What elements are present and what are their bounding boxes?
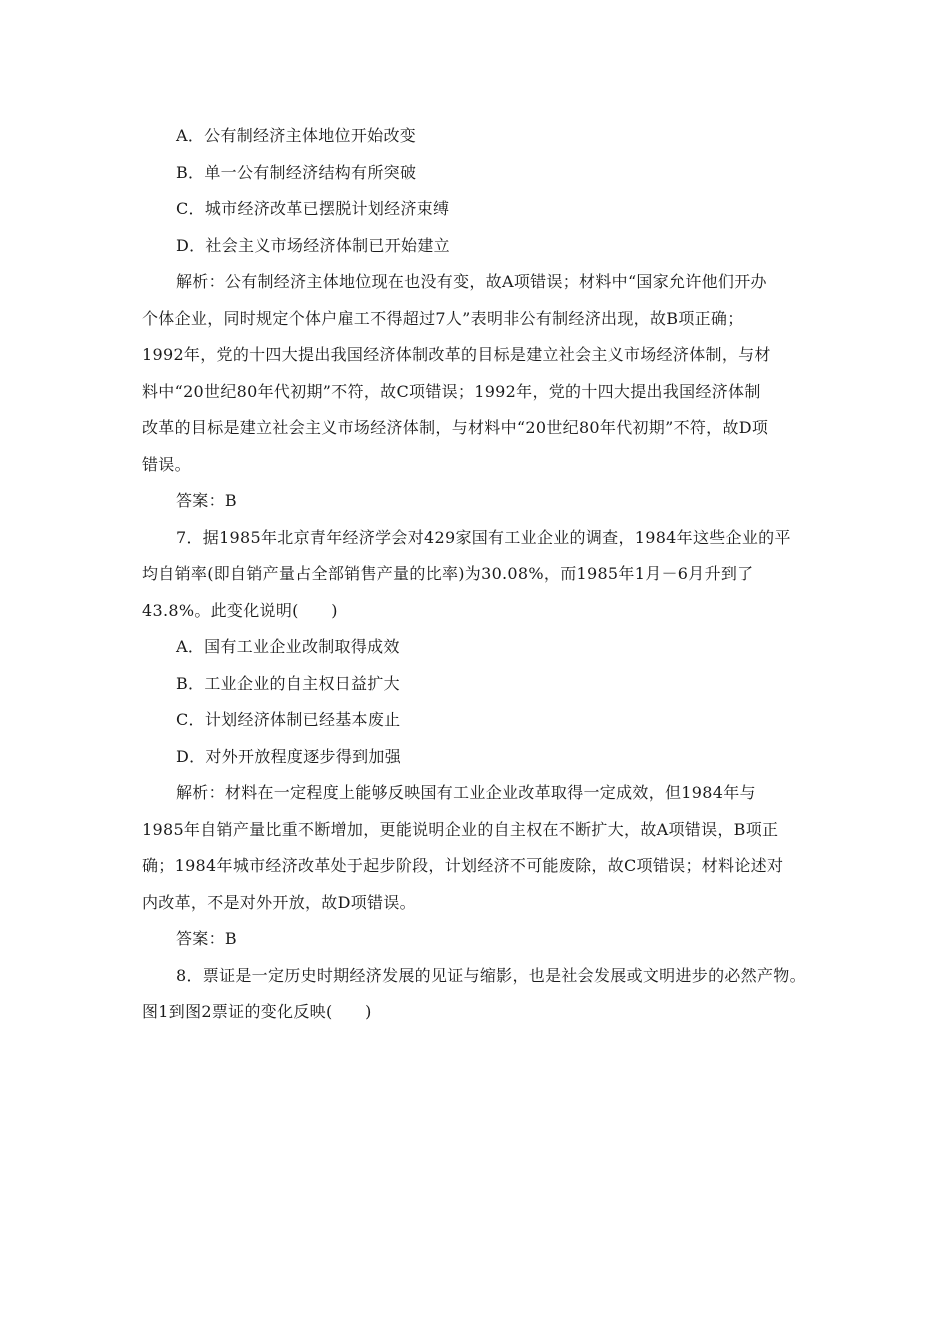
q8-stem-line: 8．票证是一定历史时期经济发展的见证与缩影，也是社会发展或文明进步的必然产物。 <box>176 965 806 985</box>
q7-option-b: B．工业企业的自主权日益扩大 <box>176 673 400 693</box>
q6-option-c: C．城市经济改革已摆脱计划经济束缚 <box>176 199 450 218</box>
q7-analysis-line: 内改革，不是对外开放，故D项错误。 <box>142 892 416 912</box>
q6-analysis-line: 1992年，党的十四大提出我国经济体制改革的目标是建立社会主义市场经济体制，与材 <box>142 345 771 364</box>
q8-stem-line: 图1到图2票证的变化反映( ) <box>142 1002 372 1021</box>
q7-option-d: D．对外开放程度逐步得到加强 <box>176 746 402 766</box>
q6-analysis-line: 错误。 <box>142 454 191 474</box>
q6-analysis-line: 个体企业，同时规定个体户雇工不得超过7人”表明非公有制经济出现，故B项正确； <box>142 308 744 328</box>
q7-option-c: C．计划经济体制已经基本废止 <box>176 710 401 729</box>
q6-option-a: A．公有制经济主体地位开始改变 <box>176 126 417 145</box>
document-page <box>142 118 814 1031</box>
q6-analysis-line: 料中“20世纪80年代初期”不符，故C项错误；1992年，党的十四大提出我国经济体制 <box>142 381 761 401</box>
q6-analysis-line: 解析：公有制经济主体地位现在也没有变，故A项错误；材料中“国家允许他们开办 <box>176 272 767 291</box>
q6-answer: 答案：B <box>176 491 237 510</box>
q7-analysis-line: 确；1984年城市经济改革处于起步阶段，计划经济不可能废除，故C项错误；材料论述对 <box>142 856 784 875</box>
q7-stem-line: 均自销率(即自销产量占全部销售产量的比率)为30.08%，而1985年1月－6月升到了 <box>142 564 754 583</box>
q6-analysis-line: 改革的目标是建立社会主义市场经济体制，与材料中“20世纪80年代初期”不符，故D项 <box>142 418 769 437</box>
q7-stem-line: 7．据1985年北京青年经济学会对429家国有工业企业的调查，1984年这些企业的平 <box>176 527 791 547</box>
q6-option-d: D．社会主义市场经济体制已开始建立 <box>176 235 450 255</box>
q7-option-a: A．国有工业企业改制取得成效 <box>176 637 400 656</box>
q7-answer: 答案：B <box>176 929 237 948</box>
q7-stem-line: 43.8%。此变化说明( ) <box>142 600 338 620</box>
q7-analysis-line: 1985年自销产量比重不断增加，更能说明企业的自主权在不断扩大，故A项错误，B项正 <box>142 819 779 839</box>
q7-analysis-line: 解析：材料在一定程度上能够反映国有工业企业改革取得一定成效，但1984年与 <box>176 783 756 802</box>
q6-option-b: B．单一公有制经济结构有所突破 <box>176 162 417 182</box>
